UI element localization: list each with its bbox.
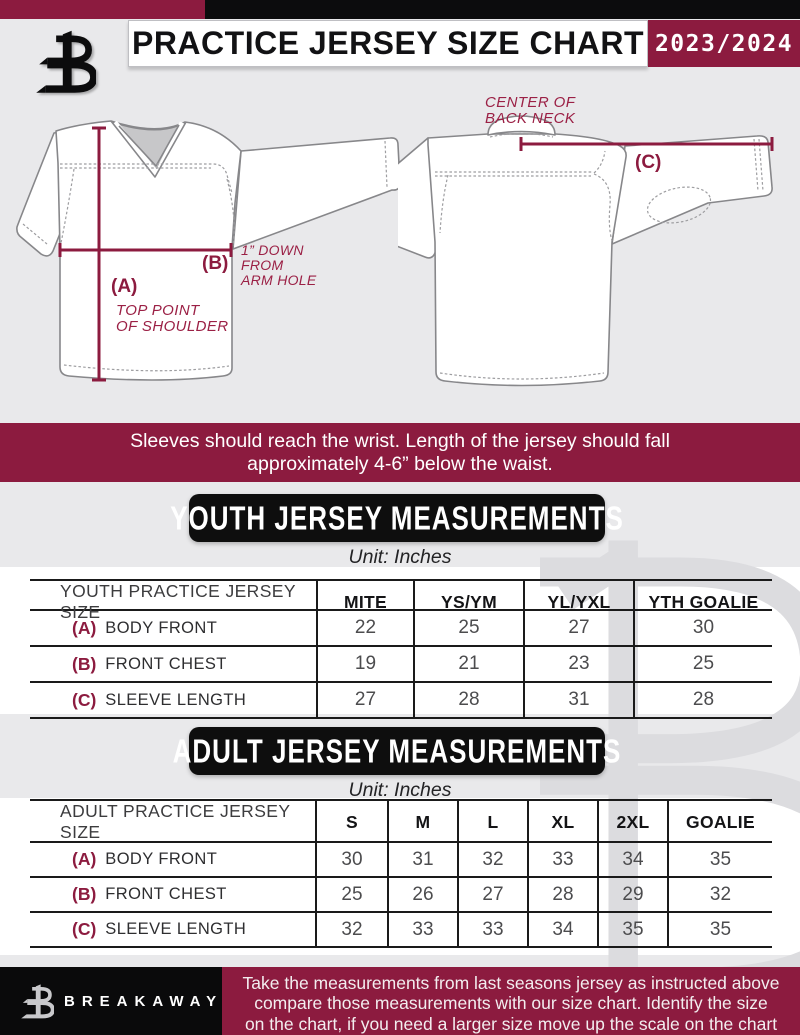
footer-note-panel: [222, 967, 800, 1035]
table-cell: 35: [667, 913, 772, 946]
season-badge: [648, 20, 800, 67]
measure-label: SLEEVE LENGTH: [105, 920, 247, 938]
measure-key: (B): [72, 653, 97, 674]
page-title: PRACTICE JERSEY SIZE CHART: [131, 25, 645, 61]
front-b-note-2: FROM: [241, 257, 284, 273]
front-b-note-1: 1” DOWN: [241, 242, 304, 258]
back-jersey-diagram: [398, 85, 800, 420]
back-c-note-2: BACK NECK: [485, 110, 576, 127]
row-label: [30, 913, 315, 946]
table-cell: 28: [413, 683, 523, 717]
column-header: L: [457, 801, 527, 843]
fit-note-banner: [0, 423, 800, 482]
adult-size-table: [30, 799, 772, 948]
measure-key: (C): [72, 919, 97, 939]
table-cell: 27: [457, 878, 527, 911]
table-row: [30, 878, 772, 913]
footer-note-line1: Take the measurements from last seasons jersey as instructed above: [242, 973, 780, 993]
table-cell: 23: [523, 647, 633, 681]
top-strip-black: [205, 0, 800, 19]
row-label: [30, 683, 316, 717]
measure-key: (A): [72, 849, 97, 869]
table-row: [30, 683, 772, 719]
table-cell: 25: [413, 611, 523, 645]
youth-unit-label: Unit: Inches: [348, 546, 452, 568]
page-title-box: [128, 20, 648, 67]
youth-size-table: [30, 579, 772, 719]
column-header: YS/YM: [413, 581, 523, 623]
table-cell: 28: [633, 683, 772, 717]
adult-unit-label: Unit: Inches: [348, 779, 452, 801]
footer-note-line3: on the chart, if you need a larger size move up the scale on the chart: [244, 1013, 778, 1034]
season-label: 2023/2024: [654, 30, 794, 57]
table-cell: 31: [387, 843, 457, 876]
column-header: ADULT PRACTICE JERSEY SIZE: [60, 801, 291, 842]
table-cell: 33: [457, 913, 527, 946]
table-row: [30, 913, 772, 948]
table-cell: 33: [387, 913, 457, 946]
footer-note-line2: compare those measurements with our size chart. Identify the size: [254, 993, 768, 1014]
row-label: [30, 611, 316, 645]
row-label: [30, 843, 315, 876]
table-cell: 26: [387, 878, 457, 911]
top-strip-maroon: [0, 0, 205, 19]
table-cell: 28: [527, 878, 597, 911]
table-cell: 34: [597, 843, 667, 876]
measure-label: SLEEVE LENGTH: [105, 690, 247, 709]
front-right-sleeve: [233, 138, 400, 249]
table-cell: 32: [667, 878, 772, 911]
table-cell: 29: [597, 878, 667, 911]
measure-label: BODY FRONT: [105, 618, 218, 637]
table-cell: 32: [315, 913, 387, 946]
back-c-note-1: CENTER OF: [485, 94, 576, 111]
back-c-key: (C): [635, 152, 662, 173]
column-header: YOUTH PRACTICE JERSEY SIZE: [60, 581, 296, 622]
table-row: [30, 611, 772, 647]
table-row: [30, 647, 772, 683]
youth-heading-label: YOUTH JERSEY MEASUREMENTS: [170, 498, 624, 537]
adult-heading-label: ADULT JERSEY MEASUREMENTS: [172, 731, 622, 770]
column-header: S: [315, 801, 387, 843]
row-label: [30, 647, 316, 681]
front-a-note-1: TOP POINT: [116, 302, 200, 319]
fit-note-line2: approximately 4-6” below the waist.: [247, 453, 553, 475]
column-header: 2XL: [597, 801, 667, 843]
table-header-row: [30, 801, 772, 843]
front-a-key: (A): [111, 276, 138, 297]
column-header: MITE: [316, 581, 413, 623]
table-cell: 31: [523, 683, 633, 717]
measure-label: BODY FRONT: [105, 850, 218, 868]
table-cell: 19: [316, 647, 413, 681]
column-header: M: [387, 801, 457, 843]
column-header: YL/YXL: [523, 581, 633, 623]
table-cell: 30: [315, 843, 387, 876]
breakaway-footer-logo: [20, 980, 54, 1022]
measure-label: FRONT CHEST: [105, 885, 227, 903]
table-cell: 25: [633, 647, 772, 681]
fit-note-line1: Sleeves should reach the wrist. Length of the jersey should fall: [130, 430, 670, 452]
measure-key: (B): [72, 884, 97, 904]
measure-key: (C): [72, 689, 97, 710]
column-header: GOALIE: [667, 801, 772, 843]
front-b-key: (B): [202, 253, 229, 274]
table-row: [30, 843, 772, 878]
footer-brand-name: BREAKAWAY: [64, 993, 224, 1010]
table-header-row: [30, 581, 772, 622]
column-header: XL: [527, 801, 597, 843]
table-cell: 35: [667, 843, 772, 876]
table-cell: 22: [316, 611, 413, 645]
youth-section-heading: [170, 494, 624, 542]
table-cell: 32: [457, 843, 527, 876]
table-cell: 35: [597, 913, 667, 946]
table-cell: 30: [633, 611, 772, 645]
table-cell: 33: [527, 843, 597, 876]
table-cell: 25: [315, 878, 387, 911]
adult-section-heading: [172, 727, 622, 775]
table-cell: 27: [316, 683, 413, 717]
breakaway-logo: [34, 24, 96, 98]
row-label: [30, 878, 315, 911]
column-header: YTH GOALIE: [633, 581, 772, 623]
front-jersey-diagram: [8, 103, 408, 403]
front-a-note-2: OF SHOULDER: [116, 318, 229, 335]
measure-label: FRONT CHEST: [105, 654, 227, 673]
table-cell: 21: [413, 647, 523, 681]
measure-key: (A): [72, 617, 97, 638]
front-b-note-3: ARM HOLE: [241, 272, 317, 288]
table-cell: 34: [527, 913, 597, 946]
table-cell: 27: [523, 611, 633, 645]
